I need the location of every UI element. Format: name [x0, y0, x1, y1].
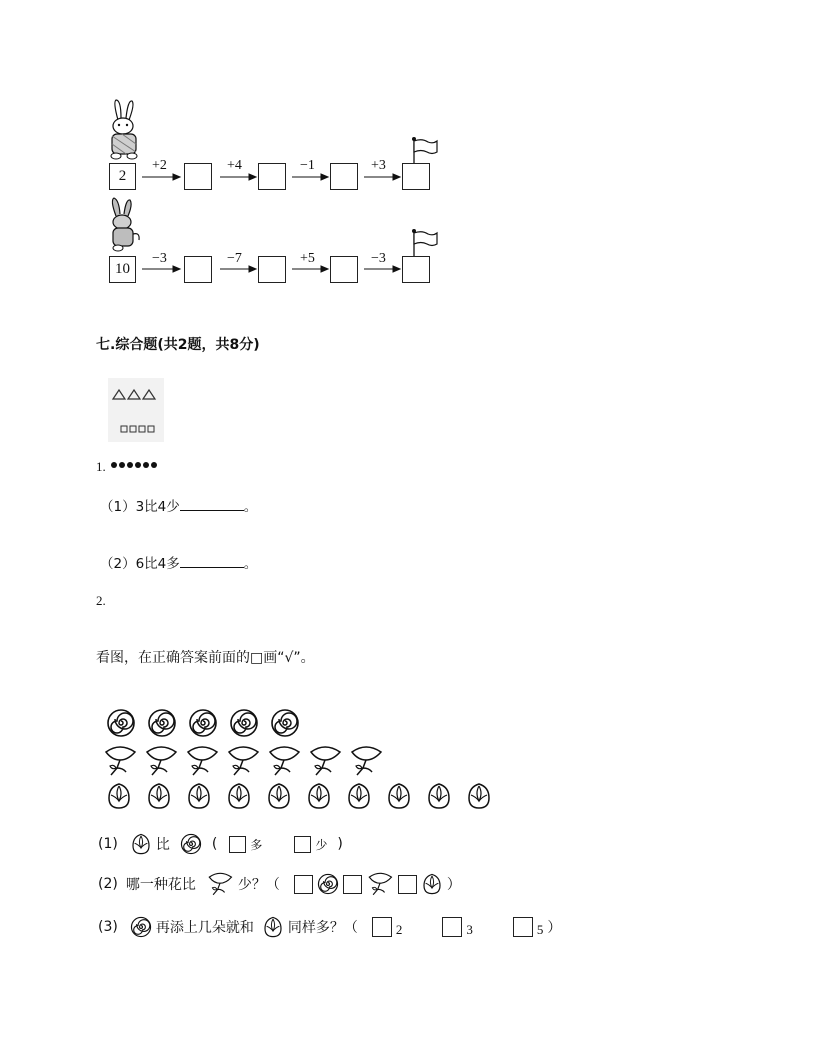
triangle-icons [113, 390, 155, 399]
sub-1-period: 。 [243, 499, 258, 515]
question-2-row-3 [98, 914, 561, 940]
spiral-flower-row [106, 708, 506, 740]
spiral-flower-icon [147, 708, 177, 738]
bud-flower-icon [426, 781, 452, 811]
question-2-row-2 [98, 872, 461, 896]
chain2-answer-box-3[interactable] [330, 256, 358, 283]
row-2-close: ） [446, 877, 461, 893]
question-1-number: 1. [96, 459, 106, 474]
chain1-answer-box-1[interactable] [184, 163, 212, 190]
chain2-op-4: −3 [371, 251, 386, 266]
row-2-text: 哪一种花比 [125, 877, 196, 893]
trumpet-flower-icon [307, 744, 343, 778]
bud-flower-icon [266, 781, 292, 811]
chain2-answer-box-1[interactable] [184, 256, 212, 283]
bud-flower-q3-icon [262, 915, 284, 939]
bud-flower-icon [466, 781, 492, 811]
answer-blank-2[interactable] [180, 553, 244, 568]
checkbox-option-2[interactable] [372, 917, 392, 937]
row-3-num: (3) [98, 919, 118, 935]
row-3-text2: 同样多？（ [287, 920, 358, 936]
option-3-label: 3 [466, 922, 473, 937]
row-1-num: (1) [98, 836, 118, 852]
row-2-text2: 少？（ [237, 877, 280, 893]
bud-flower-icon [146, 781, 172, 811]
bud-flower-icon [186, 781, 212, 811]
row-1-open: ( [211, 836, 218, 852]
trumpet-flower-row [102, 744, 502, 780]
bud-flower-icon [106, 781, 132, 811]
trumpet-flower-icon [206, 871, 234, 897]
trumpet-flower-icon [184, 744, 220, 778]
chain1-answer-box-3[interactable] [330, 163, 358, 190]
question-1-sub-2 [100, 552, 257, 572]
rabbit-icon-2 [104, 196, 144, 252]
chain2-answer-box-4[interactable] [402, 256, 430, 283]
spiral-flower-icon [188, 708, 218, 738]
question-2-instruction: 看图，在正确答案前面的□画“√”。 [96, 650, 315, 666]
chain1-op-2: +4 [227, 158, 242, 173]
checkbox-option-3[interactable] [442, 917, 462, 937]
option-2-label: 2 [395, 922, 403, 937]
row-1-bi: 比 [155, 837, 170, 853]
answer-blank-1[interactable] [180, 496, 244, 511]
checkbox-more[interactable] [229, 836, 246, 853]
trumpet-flower-icon [102, 744, 138, 778]
spiral-flower-q3-icon [130, 916, 152, 938]
bud-flower-row [106, 781, 526, 813]
chain2-answer-box-2[interactable] [258, 256, 286, 283]
spiral-flower-icon [270, 708, 300, 738]
trumpet-flower-icon [225, 744, 261, 778]
chain1-op-3: −1 [300, 158, 315, 173]
bud-flower-option-icon [421, 872, 443, 896]
trumpet-flower-option-icon [366, 871, 394, 897]
spiral-flower-icon [106, 708, 136, 738]
bud-flower-icon [386, 781, 412, 811]
chain2-op-1: −3 [152, 251, 167, 266]
checkbox-option-5[interactable] [513, 917, 533, 937]
checkbox-spiral[interactable] [294, 875, 313, 894]
sub-2-period: 。 [243, 556, 258, 572]
question-1-sub-1 [100, 495, 257, 515]
checkbox-less[interactable] [294, 836, 311, 853]
option-more-label: 多 [250, 837, 263, 852]
rabbit-icon [104, 98, 144, 160]
trumpet-flower-icon [348, 744, 384, 778]
dots-icon [110, 460, 162, 470]
bud-flower-icon [226, 781, 252, 811]
chain1-answer-box-2[interactable] [258, 163, 286, 190]
spiral-flower-icon [180, 833, 202, 855]
bud-flower-icon [346, 781, 372, 811]
spiral-flower-option-icon [317, 873, 339, 895]
option-5-label: 5 [536, 922, 544, 937]
chain1-start-number: 2 [118, 168, 127, 184]
chain2-start-number: 10 [115, 261, 130, 277]
question-2-row-1 [98, 833, 343, 855]
chain2-op-2: −7 [227, 251, 242, 266]
bud-flower-icon [130, 832, 152, 856]
spiral-flower-icon [229, 708, 259, 738]
chain2-op-3: +5 [300, 251, 315, 266]
row-2-num: (2) [98, 876, 118, 892]
chain1-answer-box-4[interactable] [402, 163, 430, 190]
chain1-op-1: +2 [152, 158, 167, 173]
trumpet-flower-icon [266, 744, 302, 778]
sub-1-text: （1）3比4少 [100, 499, 180, 515]
option-less-label: 少 [315, 837, 328, 852]
row-3-text: 再添上几朵就和 [155, 920, 254, 936]
sub-2-text: （2）6比4多 [100, 556, 180, 572]
shapes-figure [108, 378, 164, 442]
checkbox-bud[interactable] [398, 875, 417, 894]
trumpet-flower-icon [143, 744, 179, 778]
question-2-number: 2. [96, 593, 106, 608]
chain1-op-4: +3 [371, 158, 386, 173]
row-1-close: ) [337, 836, 343, 852]
section-title: 七.综合题(共2题，共8分) [96, 337, 260, 353]
bud-flower-icon [306, 781, 332, 811]
checkbox-trumpet[interactable] [343, 875, 362, 894]
row-3-close: ） [547, 920, 562, 936]
square-icons [121, 426, 154, 432]
